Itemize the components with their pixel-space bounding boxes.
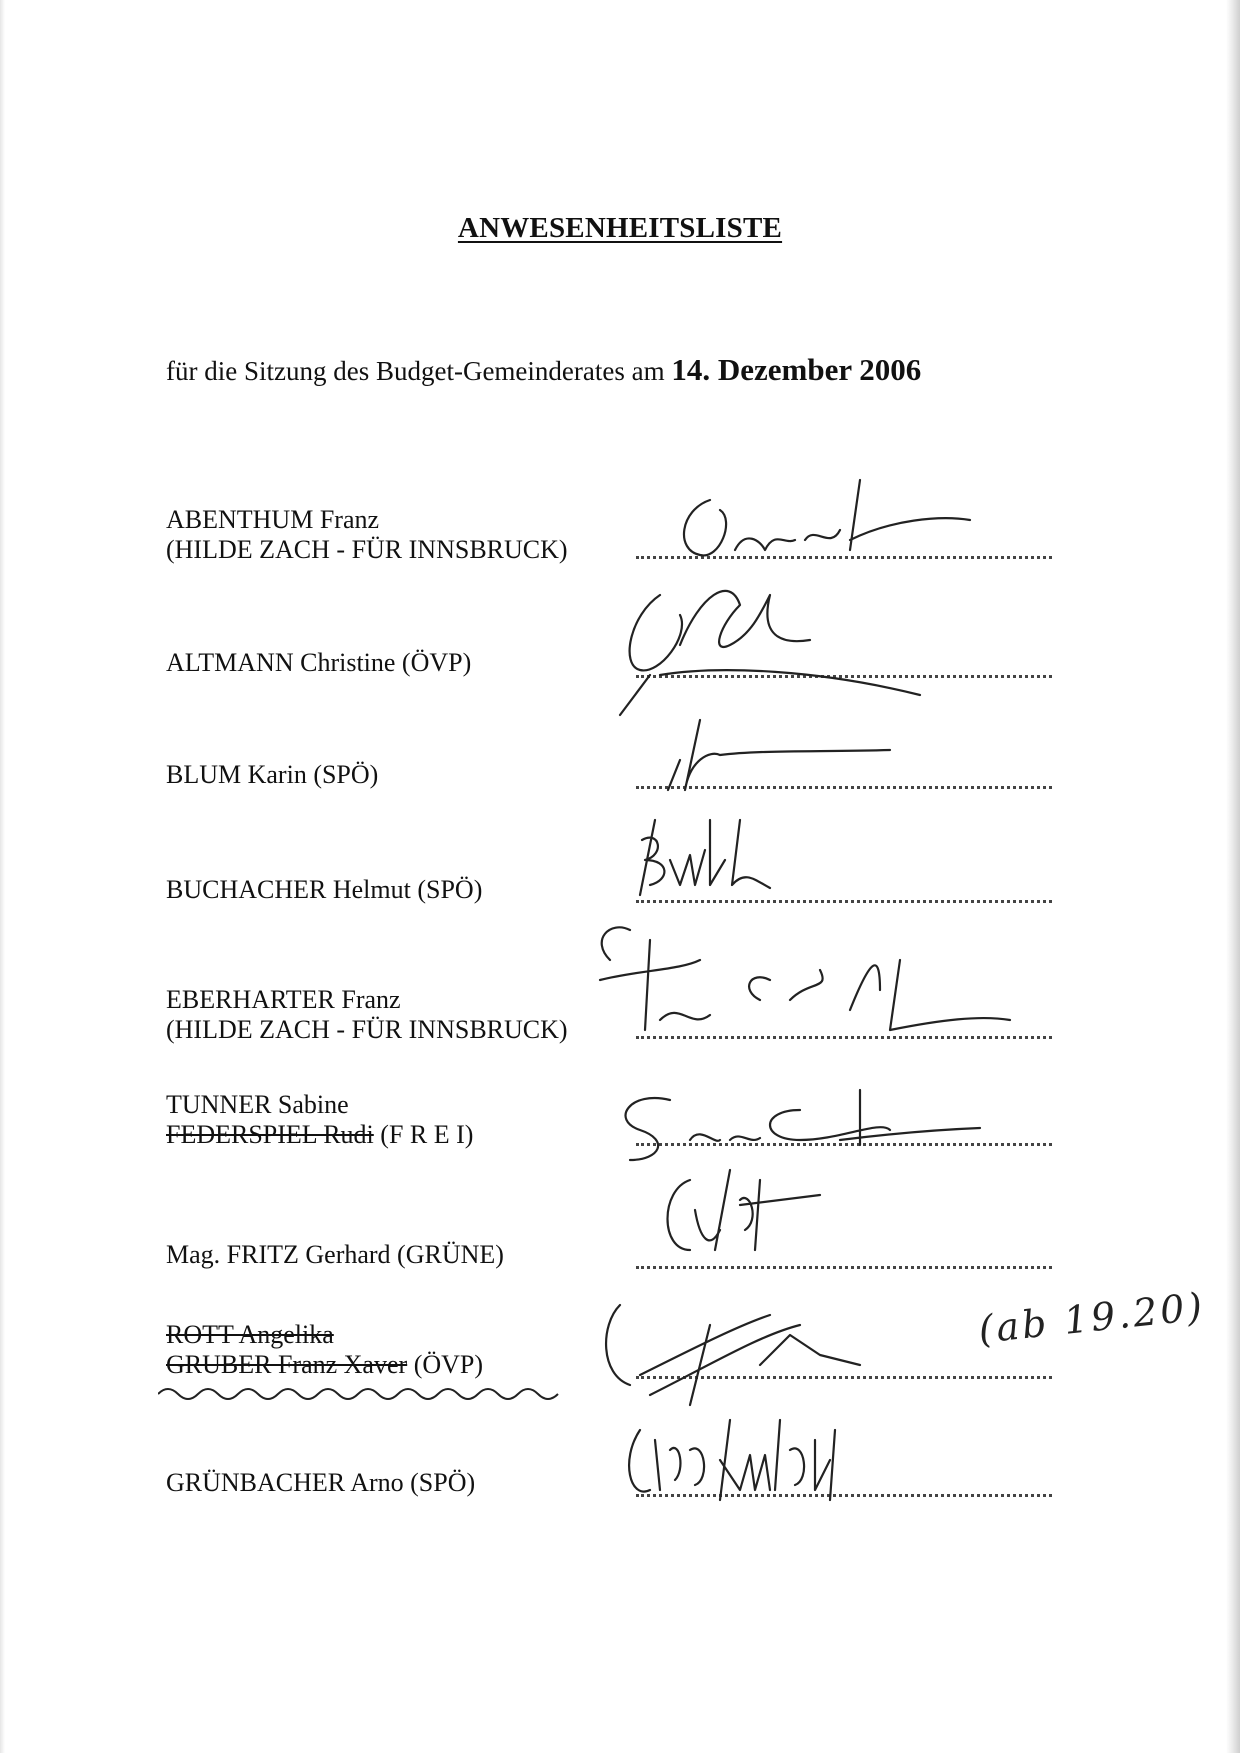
struck-name: GRUBER Franz Xaver	[166, 1350, 408, 1379]
subtitle-text: für die Sitzung des Budget-Gemeinderates am	[166, 356, 665, 386]
attendee-name: GRÜNBACHER Arno (SPÖ)	[166, 1468, 476, 1497]
attendee-abenthum	[166, 505, 568, 565]
attendee-name: EBERHARTER Franz	[166, 985, 401, 1014]
attendee-gruber	[166, 1320, 483, 1380]
document-title: ANWESENHEITSLISTE	[457, 212, 783, 244]
attendee-name: BUCHACHER Helmut (SPÖ)	[166, 875, 483, 904]
attendee-fritz	[166, 1240, 504, 1270]
attendee-tunner	[166, 1090, 473, 1150]
signature-altmann	[560, 555, 1120, 705]
signature-eberharter	[560, 900, 1120, 1050]
attendee-eberharter	[166, 985, 568, 1045]
struck-name: FEDERSPIEL Rudi	[166, 1120, 374, 1149]
attendee-party: (F R E I)	[373, 1120, 474, 1149]
squiggle-underline	[158, 1384, 568, 1406]
attendee-party-line	[166, 1120, 473, 1150]
attendee-gruenbacher	[166, 1468, 475, 1498]
attendee-name: TUNNER Sabine	[166, 1090, 349, 1119]
meeting-date: 14. Dezember 2006	[671, 352, 922, 387]
attendee-party: (HILDE ZACH - FÜR INNSBRUCK)	[166, 535, 568, 564]
attendee-name: BLUM Karin (SPÖ)	[166, 760, 379, 789]
scan-edge-left	[0, 0, 5, 1753]
attendee-name: ABENTHUM Franz	[166, 505, 380, 534]
struck-name: ROTT Angelika	[166, 1320, 334, 1349]
attendee-buchacher	[166, 875, 482, 905]
meeting-subtitle	[166, 352, 921, 388]
attendee-altmann	[166, 648, 471, 678]
attendee-name: ALTMANN Christine (ÖVP)	[166, 648, 472, 677]
attendee-name: Mag. FRITZ Gerhard (GRÜNE)	[166, 1240, 504, 1269]
attendee-blum	[166, 760, 378, 790]
scan-edge-right	[1226, 0, 1240, 1753]
attendee-party: (HILDE ZACH - FÜR INNSBRUCK)	[166, 1015, 568, 1044]
attendee-party-line	[166, 1350, 483, 1380]
attendee-party: (ÖVP)	[407, 1350, 484, 1379]
signature-gruenbacher	[560, 1400, 1120, 1550]
handwritten-note: (ab 19.20)	[976, 1284, 1208, 1352]
